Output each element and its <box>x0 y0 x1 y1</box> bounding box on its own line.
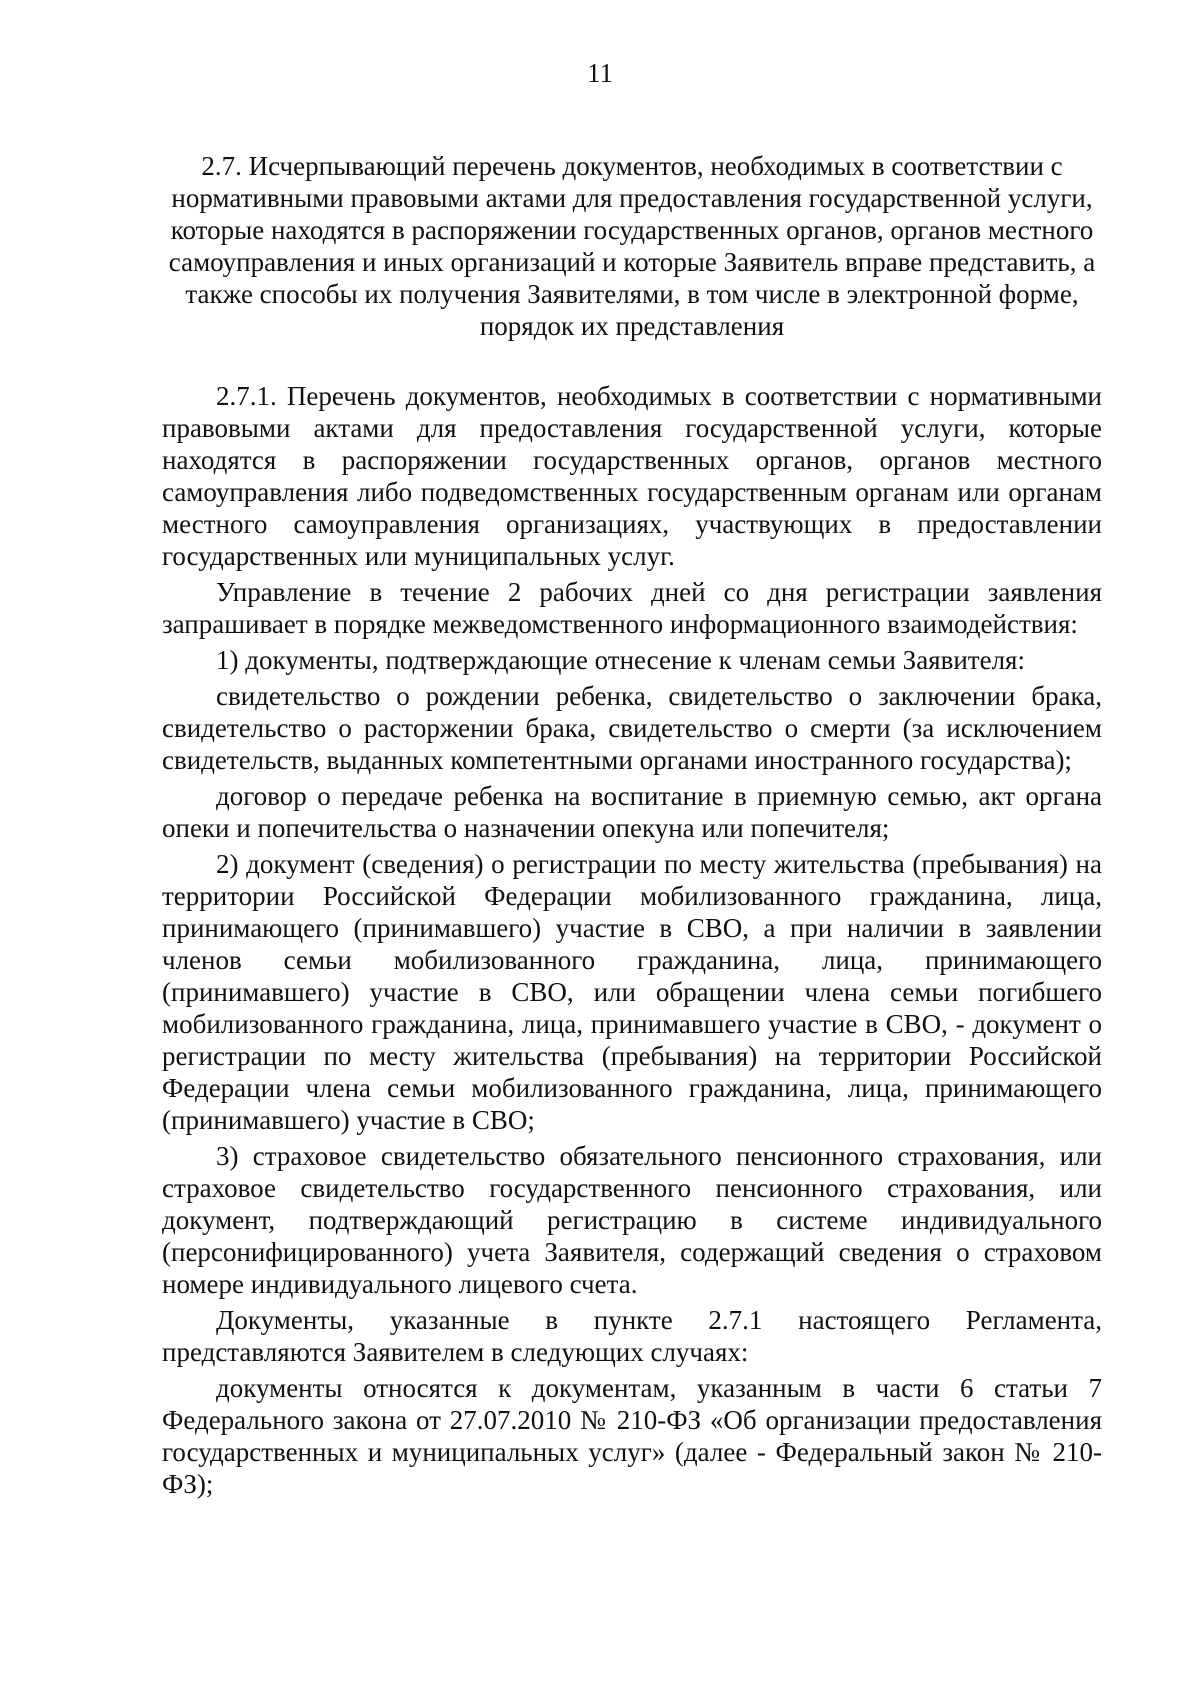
paragraph-certificates: свидетельство о рождении ребенка, свидетельство о заключении брака, свидетельство о расторжении брака, свидетельство о смерти (за исключением свидетельств, выданных компетентными органами иностранного государства); <box>162 681 1102 775</box>
paragraph-foster-agreement: договор о передаче ребенка на воспитание в приемную семью, акт органа опеки и попечительства о назначении опекуна или попечителя; <box>162 781 1102 843</box>
paragraph-request: Управление в течение 2 рабочих дней со дня регистрации заявления запрашивает в порядке межведомственного информационного взаимодействия: <box>162 577 1102 639</box>
section-heading-2-7: 2.7. Исчерпывающий перечень документов, необходимых в соответствии с нормативными правовыми актами для предоставления государственной услуги, которые находятся в распоряжении государственных органов, органов местного самоуправления и иных организаций и которые Заявитель вправе представить, а также способы их получения Заявителями, в том числе в электронной форме, порядок их представления <box>168 151 1096 341</box>
list-item-1: 1) документы, подтверждающие отнесение к членам семьи Заявителя: <box>216 645 1025 675</box>
page-number: 11 <box>587 58 613 88</box>
list-item-2: 2) документ (сведения) о регистрации по месту жительства (пребывания) на территории Российской Федерации мобилизованного гражданина, лица, принимающего (принимавшего) участие в СВО, а при наличии в заявлении членов семьи мобилизованного гражданина, лица, принимающего (принимавшего) участие в СВО, или обращении члена семьи погибшего мобилизованного гражданина, лица, принимавшего участие в СВО, - документ о регистрации по месту жительства (пребывания) на территории Российской Федерации члена семьи мобилизованного гражданина, лица, принимающего (принимавшего) участие в СВО; <box>162 849 1102 1135</box>
list-item-3: 3) страховое свидетельство обязательного пенсионного страхования, или страховое свидетельство государственного пенсионного страхования, или документ, подтверждающий регистрацию в системе индивидуального (персонифицированного) учета Заявителя, содержащий сведения о страховом номере индивидуального лицевого счета. <box>162 1141 1102 1299</box>
paragraph-2-7-1: 2.7.1. Перечень документов, необходимых в соответствии с нормативными правовыми актами для предоставления государственной услуги, которые находятся в распоряжении государственных органов, органов местного самоуправления либо подведомственных государственным органам или органам местного самоуправления организациях, участвующих в предоставлении государственных или муниципальных услуг. <box>162 381 1102 571</box>
document-body <box>162 380 1102 1500</box>
paragraph-documents-cases: Документы, указанные в пункте 2.7.1 настоящего Регламента, представляются Заявителем в следующих случаях: <box>162 1305 1102 1367</box>
paragraph-federal-law: документы относятся к документам, указанным в части 6 статьи 7 Федерального закона от 27.07.2010 № 210-ФЗ «Об организации предоставления государственных и муниципальных услуг» (далее - Федеральный закон № 210-ФЗ); <box>162 1373 1102 1499</box>
